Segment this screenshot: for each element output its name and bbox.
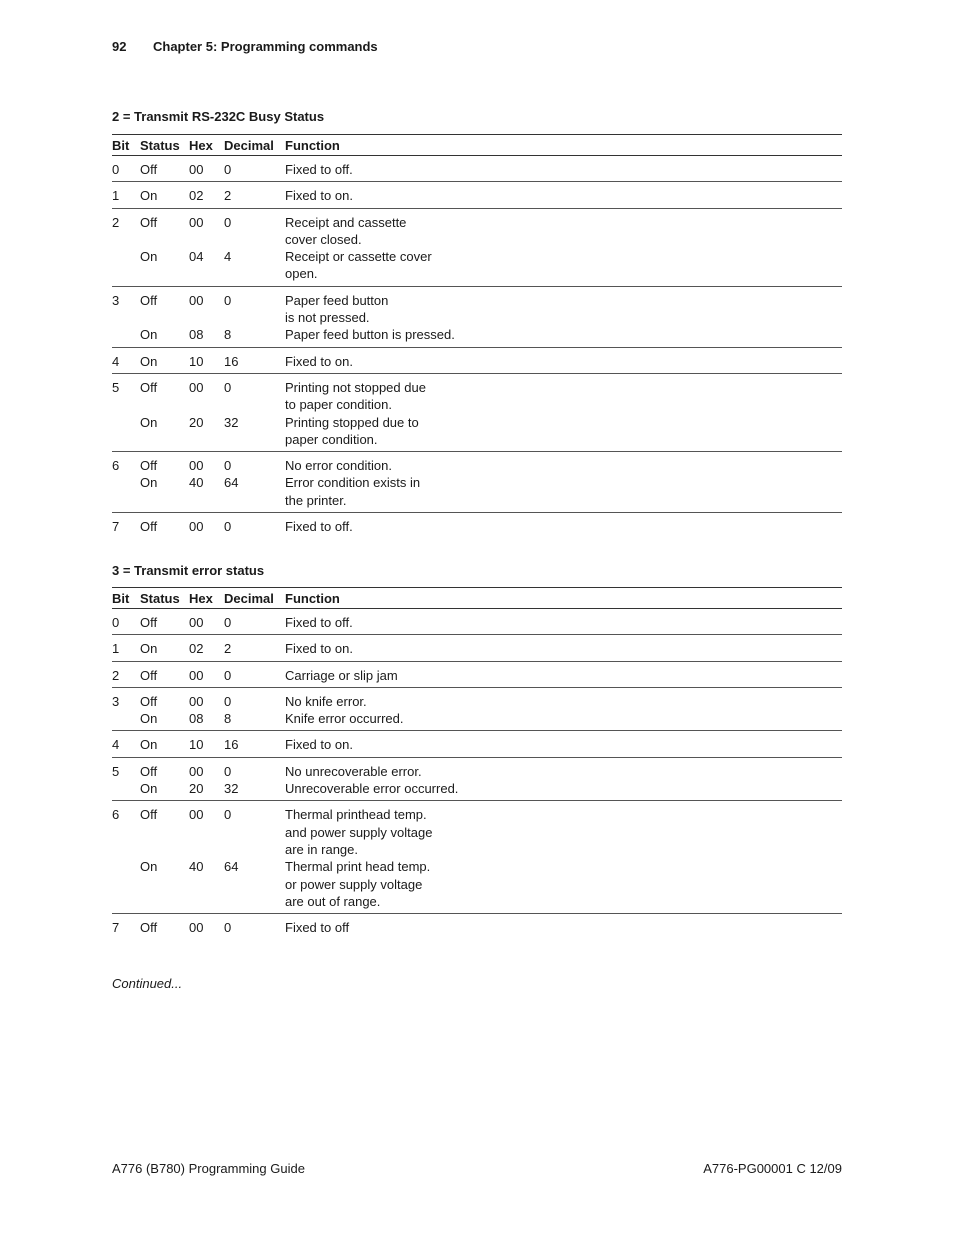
status-line: On — [140, 781, 158, 797]
bit-cell: 4 — [112, 347, 140, 373]
hex-cell — [189, 452, 224, 513]
decimal-line: 32 — [224, 781, 239, 797]
decimal-line — [224, 431, 285, 448]
status-line: On — [140, 711, 158, 727]
decimal-line: 32 — [224, 414, 239, 430]
column-header-status: Status — [140, 588, 189, 609]
hex-cell — [189, 687, 224, 731]
function-line: Receipt or cassette cover — [285, 249, 432, 265]
function-line: Fixed to off. — [285, 162, 353, 177]
decimal-line: 16 — [224, 737, 239, 753]
hex-line: 10 — [189, 353, 204, 369]
hex-line: 20 — [189, 414, 204, 430]
status-line — [140, 265, 189, 282]
bit-cell: 5 — [112, 373, 140, 451]
table-row — [112, 731, 842, 757]
column-header-decimal: Decimal — [224, 135, 285, 156]
function-line: Printing stopped due to — [285, 414, 419, 430]
decimal-line — [224, 893, 285, 910]
hex-line — [189, 431, 224, 448]
hex-line: 00 — [189, 920, 204, 936]
function-cell — [285, 757, 842, 801]
status-cell — [140, 635, 189, 661]
hex-line — [189, 492, 224, 509]
table-row — [112, 609, 842, 635]
hex-line — [189, 841, 224, 858]
function-line: or power supply voltage — [285, 876, 423, 892]
page-header — [112, 39, 378, 54]
hex-cell — [189, 347, 224, 373]
function-line: Fixed to off. — [285, 519, 353, 535]
status-line: Off — [140, 693, 158, 709]
function-line: Knife error occurred. — [285, 711, 404, 727]
decimal-line — [224, 265, 285, 282]
table-header-row — [112, 135, 842, 156]
status-line: On — [140, 414, 158, 430]
function-line: is not pressed. — [285, 310, 370, 326]
table-row — [112, 914, 842, 940]
function-line: open. — [285, 266, 318, 282]
status-cell — [140, 731, 189, 757]
table-row — [112, 373, 842, 451]
decimal-line: 8 — [224, 327, 232, 343]
hex-line — [189, 231, 224, 248]
status-line: On — [140, 641, 158, 657]
function-line: cover closed. — [285, 231, 362, 247]
hex-line: 00 — [189, 458, 204, 474]
function-line: to paper condition. — [285, 397, 392, 413]
hex-line: 08 — [189, 711, 204, 727]
status-line: Off — [140, 292, 158, 308]
status-line: On — [140, 353, 158, 369]
status-cell — [140, 757, 189, 801]
status-line: Off — [140, 458, 158, 474]
status-cell — [140, 801, 189, 914]
continued-note: Continued... — [112, 976, 183, 991]
hex-line: 20 — [189, 781, 204, 797]
decimal-line — [224, 841, 285, 858]
function-line: Receipt and cassette — [285, 214, 407, 230]
decimal-cell — [224, 914, 285, 940]
decimal-line: 0 — [224, 667, 232, 683]
decimal-cell — [224, 208, 285, 286]
function-line: Thermal printhead temp. — [285, 807, 427, 823]
hex-line — [189, 824, 224, 841]
status-line: Off — [140, 214, 158, 230]
function-line: are out of range. — [285, 893, 381, 909]
hex-line: 00 — [189, 214, 204, 230]
decimal-line: 0 — [224, 214, 232, 230]
bit-cell: 0 — [112, 609, 140, 635]
hex-line: 00 — [189, 807, 204, 823]
column-header-status: Status — [140, 135, 189, 156]
function-line: are in range. — [285, 841, 358, 857]
status-line — [140, 893, 189, 910]
table-row — [112, 513, 842, 539]
bit-cell: 6 — [112, 801, 140, 914]
function-cell — [285, 182, 842, 208]
hex-cell — [189, 609, 224, 635]
function-cell — [285, 914, 842, 940]
decimal-line: 0 — [224, 763, 232, 779]
decimal-line — [224, 824, 285, 841]
status-line: On — [140, 249, 158, 265]
function-line: paper condition. — [285, 431, 378, 447]
table-row — [112, 286, 842, 347]
hex-line: 00 — [189, 763, 204, 779]
status-cell — [140, 513, 189, 539]
function-line: Paper feed button is pressed. — [285, 327, 455, 343]
bit-cell: 7 — [112, 920, 120, 936]
status-cell — [140, 373, 189, 451]
decimal-line: 0 — [224, 379, 232, 395]
hex-line — [189, 309, 224, 326]
status-line: Off — [140, 379, 158, 395]
status-line: On — [140, 327, 158, 343]
hex-line: 02 — [189, 641, 204, 657]
status-line — [140, 824, 189, 841]
decimal-line — [224, 876, 285, 893]
function-line: the printer. — [285, 492, 347, 508]
table-row — [112, 156, 842, 182]
decimal-line — [224, 396, 285, 413]
table-row — [112, 757, 842, 801]
status-line: On — [140, 475, 158, 491]
decimal-line: 64 — [224, 859, 239, 875]
decimal-line — [224, 309, 285, 326]
function-cell — [285, 513, 842, 539]
status-line: Off — [140, 667, 158, 683]
hex-cell — [189, 731, 224, 757]
bit-cell: 1 — [112, 182, 140, 208]
status-cell — [140, 452, 189, 513]
hex-line: 00 — [189, 693, 204, 709]
decimal-cell — [224, 452, 285, 513]
decimal-line: 0 — [224, 519, 232, 535]
decimal-line: 0 — [224, 292, 232, 308]
chapter-title: Chapter 5: Programming commands — [153, 39, 378, 54]
decimal-line: 0 — [224, 920, 232, 936]
status-line: On — [140, 859, 158, 875]
hex-line — [189, 265, 224, 282]
bit-cell: 3 — [112, 687, 140, 731]
function-line: Fixed to on. — [285, 737, 353, 753]
hex-line: 08 — [189, 327, 204, 343]
status-line: Off — [140, 920, 158, 936]
hex-line — [189, 893, 224, 910]
function-line: Thermal print head temp. — [285, 859, 431, 875]
hex-line: 40 — [189, 475, 204, 491]
hex-cell — [189, 373, 224, 451]
hex-line: 00 — [189, 292, 204, 308]
table-row — [112, 182, 842, 208]
function-line: Carriage or slip jam — [285, 667, 398, 683]
footer-document-id: A776-PG00001 C 12/09 — [703, 1161, 842, 1176]
status-line: On — [140, 737, 158, 753]
decimal-cell — [224, 731, 285, 757]
hex-cell — [189, 635, 224, 661]
bit-cell: 4 — [112, 731, 140, 757]
status-cell — [140, 182, 189, 208]
status-line — [140, 841, 189, 858]
hex-line: 00 — [189, 667, 204, 683]
function-line: and power supply voltage — [285, 824, 433, 840]
column-header-bit: Bit — [112, 588, 140, 609]
status-line: Off — [140, 519, 158, 535]
table-row — [112, 687, 842, 731]
hex-line: 10 — [189, 737, 204, 753]
status-cell — [140, 609, 189, 635]
status-line: Off — [140, 615, 158, 630]
bit-cell: 6 — [112, 452, 140, 513]
decimal-cell — [224, 661, 285, 687]
function-cell — [285, 208, 842, 286]
status-cell — [140, 661, 189, 687]
table-row — [112, 661, 842, 687]
decimal-cell — [224, 757, 285, 801]
hex-cell — [189, 661, 224, 687]
function-line: Unrecoverable error occurred. — [285, 781, 459, 797]
table-row — [112, 347, 842, 373]
decimal-line: 0 — [224, 807, 232, 823]
hex-line: 00 — [189, 162, 204, 177]
decimal-cell — [224, 513, 285, 539]
hex-cell — [189, 286, 224, 347]
status-line: On — [140, 188, 158, 204]
function-line: Fixed to on. — [285, 641, 353, 657]
column-header-function: Function — [285, 135, 842, 156]
status-line — [140, 876, 189, 893]
section-title-busy-status: 2 = Transmit RS-232C Busy Status — [112, 109, 325, 124]
status-line — [140, 231, 189, 248]
bit-cell: 2 — [112, 208, 140, 286]
hex-line — [189, 396, 224, 413]
decimal-cell — [224, 687, 285, 731]
decimal-cell — [224, 156, 285, 182]
decimal-cell — [224, 182, 285, 208]
hex-line: 00 — [189, 519, 204, 535]
function-line: No unrecoverable error. — [285, 763, 422, 779]
page-number: 92 — [112, 39, 127, 54]
function-cell — [285, 156, 842, 182]
function-line: No knife error. — [285, 693, 367, 709]
hex-line: 00 — [189, 615, 204, 630]
status-cell — [140, 208, 189, 286]
function-cell — [285, 661, 842, 687]
decimal-line: 0 — [224, 693, 232, 709]
table-header-row — [112, 588, 842, 609]
decimal-cell — [224, 801, 285, 914]
status-cell — [140, 286, 189, 347]
bit-cell: 1 — [112, 635, 140, 661]
hex-line: 00 — [189, 379, 204, 395]
function-cell — [285, 801, 842, 914]
hex-line: 40 — [189, 859, 204, 875]
column-header-hex: Hex — [189, 135, 224, 156]
function-cell — [285, 452, 842, 513]
status-line: Off — [140, 763, 158, 779]
column-header-bit: Bit — [112, 135, 140, 156]
decimal-cell — [224, 609, 285, 635]
hex-cell — [189, 801, 224, 914]
column-header-hex: Hex — [189, 588, 224, 609]
decimal-cell — [224, 373, 285, 451]
status-line: Off — [140, 807, 158, 823]
column-header-function: Function — [285, 588, 842, 609]
function-line: Fixed to on. — [285, 353, 353, 369]
bit-cell: 7 — [112, 519, 120, 535]
decimal-line: 2 — [224, 188, 232, 204]
hex-cell — [189, 513, 224, 539]
status-line — [140, 492, 189, 509]
status-line — [140, 309, 189, 326]
function-line: Fixed to off — [285, 920, 350, 936]
function-cell — [285, 687, 842, 731]
function-line: Printing not stopped due — [285, 379, 426, 395]
table-row — [112, 801, 842, 914]
decimal-cell — [224, 635, 285, 661]
status-cell — [140, 347, 189, 373]
hex-cell — [189, 182, 224, 208]
status-cell — [140, 914, 189, 940]
decimal-line: 4 — [224, 249, 232, 265]
bit-cell: 2 — [112, 661, 140, 687]
bit-cell: 0 — [112, 156, 140, 182]
decimal-line: 16 — [224, 353, 239, 369]
section-title-error-status: 3 = Transmit error status — [112, 563, 265, 578]
hex-cell — [189, 914, 224, 940]
table-row — [112, 635, 842, 661]
hex-cell — [189, 156, 224, 182]
status-line — [140, 431, 189, 448]
hex-line: 04 — [189, 249, 204, 265]
status-line: Off — [140, 162, 158, 177]
function-cell — [285, 286, 842, 347]
bit-cell: 3 — [112, 286, 140, 347]
function-cell — [285, 635, 842, 661]
function-line: No error condition. — [285, 458, 392, 474]
status-cell — [140, 156, 189, 182]
hex-cell — [189, 757, 224, 801]
hex-line: 02 — [189, 188, 204, 204]
decimal-line: 8 — [224, 711, 232, 727]
bit-cell: 5 — [112, 757, 140, 801]
status-line — [140, 396, 189, 413]
status-cell — [140, 687, 189, 731]
error-status-table — [112, 587, 842, 939]
decimal-line — [224, 492, 285, 509]
decimal-line: 0 — [224, 162, 232, 177]
table-row — [112, 208, 842, 286]
decimal-line: 2 — [224, 641, 232, 657]
decimal-cell — [224, 347, 285, 373]
busy-status-table — [112, 134, 842, 538]
function-line: Fixed to off. — [285, 615, 353, 630]
decimal-line — [224, 231, 285, 248]
hex-line — [189, 876, 224, 893]
function-line: Fixed to on. — [285, 188, 353, 204]
function-cell — [285, 373, 842, 451]
function-cell — [285, 731, 842, 757]
table-row — [112, 452, 842, 513]
decimal-line: 64 — [224, 475, 239, 491]
decimal-cell — [224, 286, 285, 347]
function-cell — [285, 609, 842, 635]
function-line: Error condition exists in — [285, 475, 421, 491]
function-line: Paper feed button — [285, 292, 389, 308]
hex-cell — [189, 208, 224, 286]
decimal-line: 0 — [224, 458, 232, 474]
decimal-line: 0 — [224, 615, 232, 630]
column-header-decimal: Decimal — [224, 588, 285, 609]
function-cell — [285, 347, 842, 373]
footer-guide-title: A776 (B780) Programming Guide — [112, 1161, 305, 1176]
